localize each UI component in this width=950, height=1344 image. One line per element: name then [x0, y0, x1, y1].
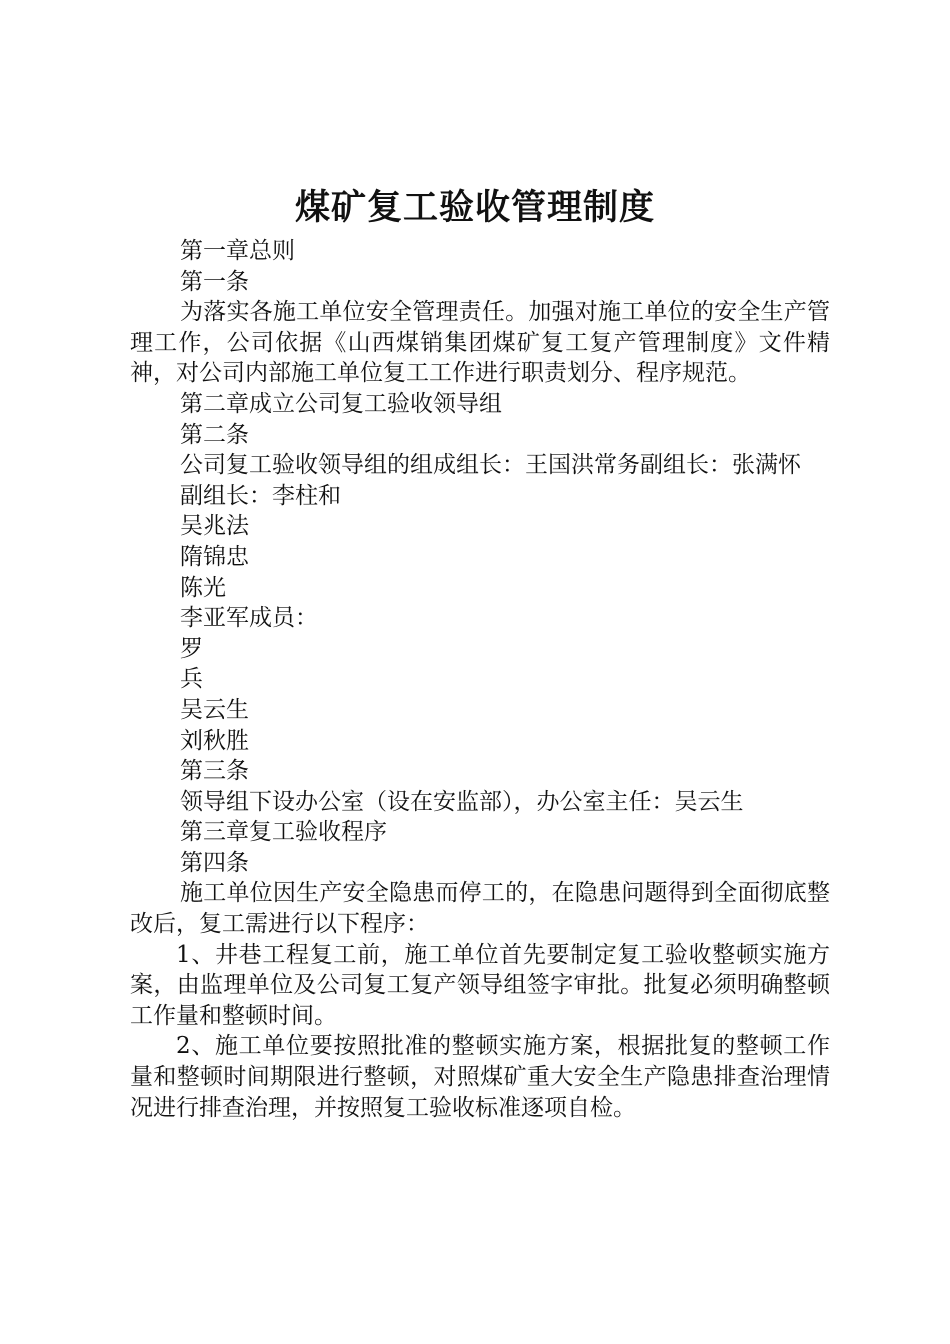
member-line: 李亚军成员： — [180, 605, 318, 632]
article-heading: 第一条 — [180, 268, 249, 295]
member-line: 吴兆法 — [180, 513, 249, 540]
paragraph: 施工单位因生产安全隐患而停工的，在隐患问题得到全面彻底整改后，复工需进行以下程序： — [130, 880, 830, 938]
document-body — [130, 236, 830, 1123]
member-line: 副组长：李柱和 — [180, 482, 341, 509]
member-line: 陈光 — [180, 574, 226, 601]
member-line: 罗 — [180, 635, 203, 662]
member-line: 吴云生 — [180, 696, 249, 723]
paragraph: 领导组下设办公室（设在安监部），办公室主任：吴云生 — [180, 788, 744, 815]
article-heading: 第三条 — [180, 758, 249, 785]
chapter-heading: 第二章成立公司复工验收领导组 — [180, 390, 502, 417]
member-line: 隋锦忠 — [180, 543, 249, 570]
paragraph: 公司复工验收领导组的组成组长：王国洪常务副组长：张满怀 — [180, 452, 801, 479]
document-title: 煤矿复工验收管理制度 — [294, 187, 655, 228]
article-heading: 第二条 — [180, 421, 249, 448]
article-heading: 第四条 — [180, 849, 249, 876]
chapter-heading: 第一章总则 — [180, 238, 295, 264]
paragraph: 为落实各施工单位安全管理责任。加强对施工单位的安全生产管理工作，公司依据《山西煤销集团煤矿复工复产管理制度》文件精神，对公司内部施工单位复工工作进行职责划分、程序规范。 — [130, 299, 830, 387]
member-line: 兵 — [180, 666, 203, 693]
numbered-paragraph: 1、井巷工程复工前，施工单位首先要制定复工验收整顿实施方案，由监理单位及公司复工复产领导组签字审批。批复必须明确整顿工作量和整顿时间。 — [130, 941, 830, 1029]
member-line: 刘秋胜 — [180, 727, 249, 754]
chapter-heading: 第三章复工验收程序 — [180, 819, 387, 846]
numbered-paragraph: 2、施工单位要按照批准的整顿实施方案，根据批复的整顿工作量和整顿时间期限进行整顿，对照煤矿重大安全生产隐患排查治理情况进行排查治理，并按照复工验收标准逐项自检。 — [130, 1033, 830, 1121]
